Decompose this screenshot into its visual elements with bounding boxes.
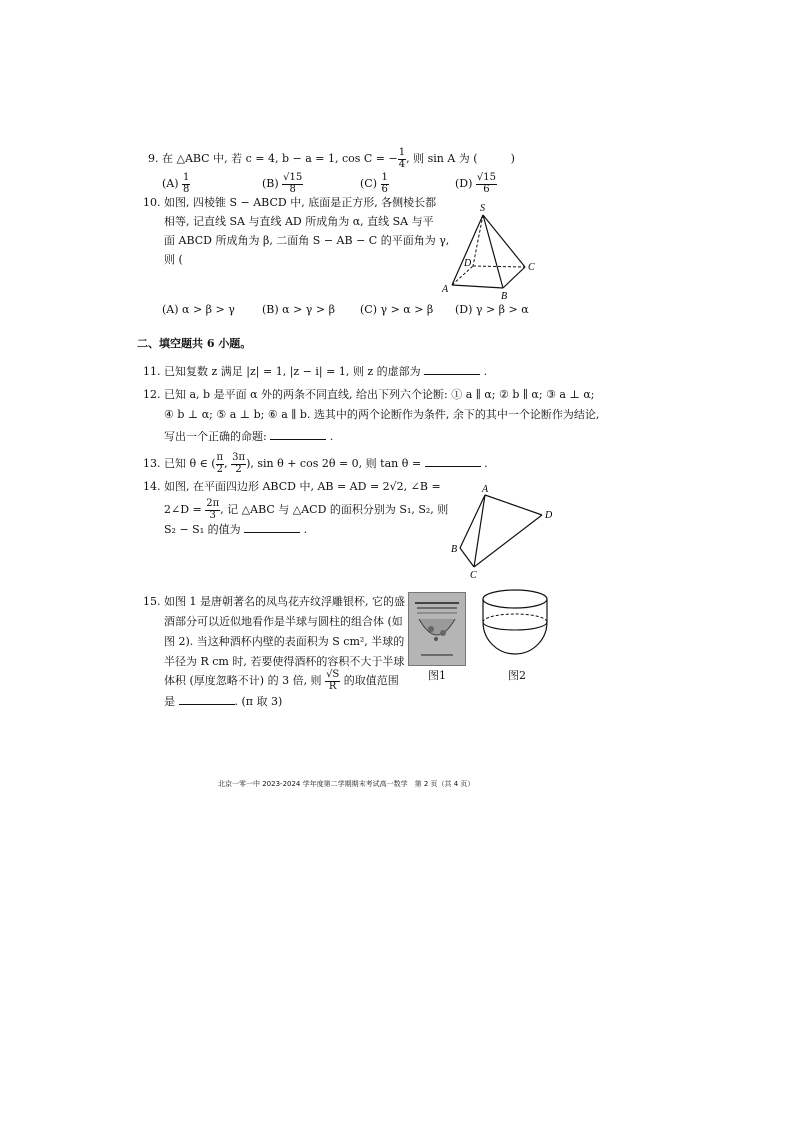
quad-label-a: A [482,484,489,495]
pyramid-figure [440,200,550,300]
q15-line-6: 是 . (π 取 3) [164,695,283,708]
section-2-title: 二、填空题共 6 小题。 [137,337,252,350]
pyramid-label-a: A [442,284,449,295]
pyramid-label-s: S [480,203,485,214]
quad-label-b: B [451,544,458,555]
q14-answer-blank [244,522,300,533]
q10-line-3: 面 ABCD 所成角为 β, 二面角 S − AB − C 的平面角为 γ, [164,234,450,247]
q10-line-1: 10. 如图, 四棱锥 S − ABCD 中, 底面是正方形, 各侧棱长都 [143,196,437,209]
pyramid-label-d: D [464,258,472,269]
q15-line-5: 体积 (厚度忽略不计) 的 3 倍, 则 $\frac{√S}{R}$ 的取值范围 [164,669,399,692]
q14-line-1: 14. 如图, 在平面四边形 ABCD 中, AB = AD = 2√2, ∠B = [143,480,441,493]
q10-option-c: (C) γ > α > β [360,303,434,316]
q15-line-3: 图 2). 当这种酒杯内壁的表面积为 S cm², 半球的 [164,635,405,648]
q13-answer-blank [425,456,481,467]
q12-line-3: 写出一个正确的命题: . [164,430,334,443]
pyramid-label-b: B [501,291,508,300]
q9-stem-fraction: $\frac{1}{4}$ [398,147,406,170]
quadrilateral-figure [440,480,565,580]
q9-stem [148,148,515,170]
q11: 11. 已知复数 z 满足 |z| = 1, |z − i| = 1, 则 z 的虚部为 . [143,365,488,378]
q11-answer-blank [424,364,480,375]
q9-option-d: (D) $\frac{√15}{6}$ [455,172,497,195]
q10-line-2: 相等, 记直线 SA 与直线 AD 所成角为 α, 直线 SA 与平 [164,215,434,228]
silver-cup-photo [408,592,466,666]
q14-line-2: 2∠D = $\frac{2\pi}{3}$ , 记 △ABC 与 △ACD 的面积分别为 S₁, S₂, 则 [164,498,449,521]
pyramid-label-c: C [528,262,535,273]
q15-line-1: 15. 如图 1 是唐朝著名的凤鸟花卉纹浮雕银杯, 它的盛 [143,595,405,608]
cup-diagram [478,586,553,666]
fig1-caption: 图1 [428,669,446,682]
q10-option-a: (A) α > β > γ [162,303,235,316]
q9-number: 9. [148,152,159,165]
fig2-caption: 图2 [508,669,526,682]
quad-label-d: D [545,510,553,521]
q9-option-c: (C) $\frac{1}{6}$ [360,172,388,195]
q9-option-b: (B) $\frac{√15}{8}$ [262,172,303,195]
page-footer: 北京一零一中 2023-2024 学年度第二学期期末考试高一数学 第 2 页（共 4 页） [218,780,475,788]
q15-line-4: 半径为 R cm 时, 若要使得酒杯的容积不大于半球 [164,655,405,668]
q9-option-a: (A) $\frac{1}{8}$ [162,172,190,195]
q12-answer-blank [270,429,326,440]
q10-line-4: 则 ( [164,253,183,266]
q15-answer-blank [179,694,235,705]
q14-line-3: S₂ − S₁ 的值为 . [164,523,308,536]
q12-line-2: ④ b ⊥ α; ⑤ a ⊥ b; ⑥ a ∥ b. 选其中的两个论断作为条件, 余下的其中一个论断作为结论, [164,408,600,421]
q10-option-d: (D) γ > β > α [455,303,529,316]
q9-stem-a: 在 △ABC 中, 若 c = 4, b − a = 1, cos C = − [162,152,398,165]
q13: 13. 已知 θ ∈ ( $\frac{\pi}{2}$ , $\frac{3\pi}{2}$ ), sin θ + cos 2θ = 0, 则 tan θ = . [143,452,488,475]
q10-option-b: (B) α > γ > β [262,303,335,316]
quad-label-c: C [470,570,477,580]
q12-line-1: 12. 已知 a, b 是平面 α 外的两条不同直线, 给出下列六个论断: ① a ∥ α; ② b ∥ α; ③ a ⊥ α; [143,388,595,401]
q9-stem-b: , 则 sin A 为 ( ) [406,152,515,165]
q15-line-2: 酒部分可以近似地看作是半球与圆柱的组合体 (如 [164,615,403,628]
